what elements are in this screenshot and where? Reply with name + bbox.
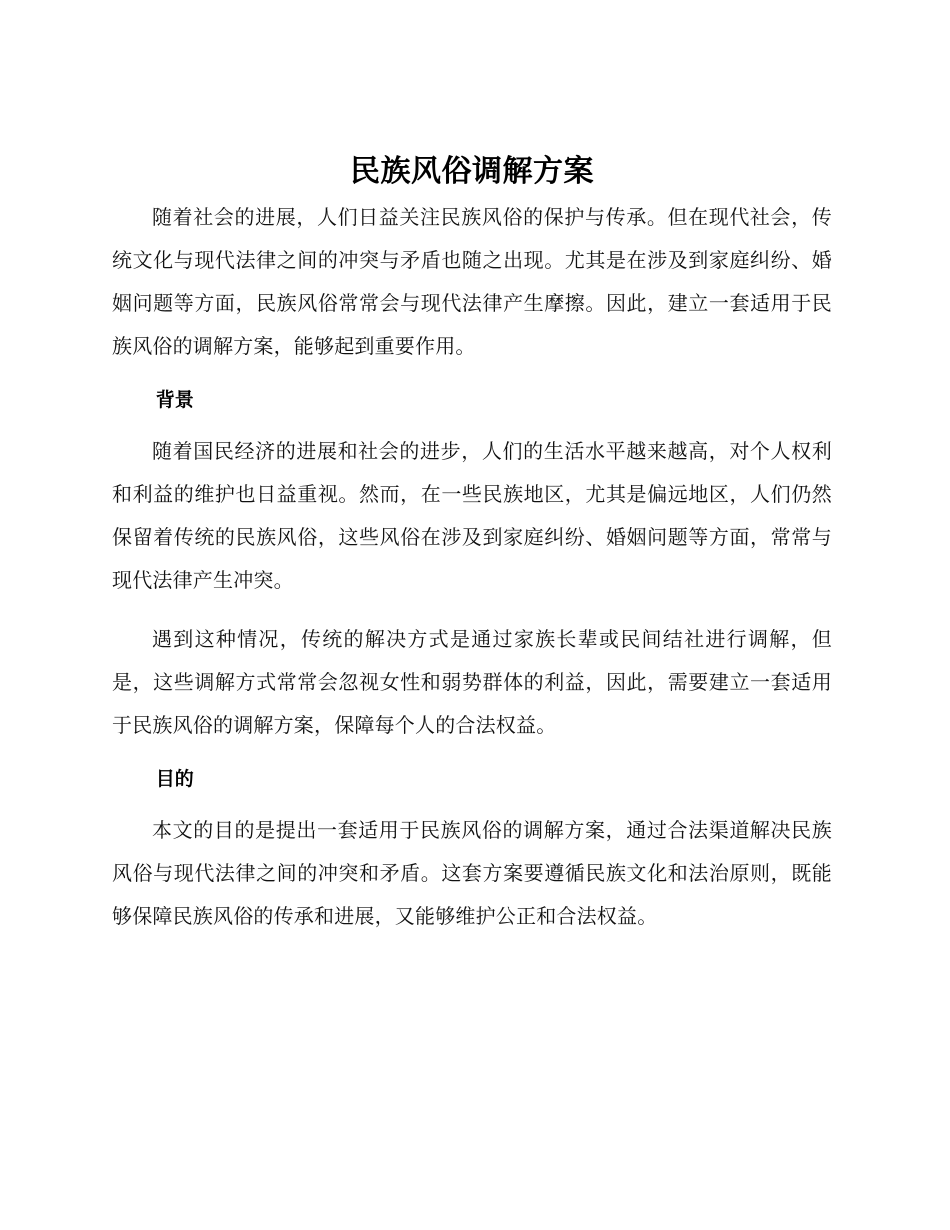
background-paragraph-2: 遇到这种情况，传统的解决方式是通过家族长辈或民间结社进行调解，但是，这些调解方式常常会忽视女性和弱势群体的利益，因此，需要建立一套适用于民族风俗的调解方案，保障每个人的合法权益。 (112, 627, 832, 737)
document-body (112, 148, 832, 938)
document-title: 民族风俗调解方案 (350, 154, 594, 189)
background-paragraph-1: 随着国民经济的进展和社会的进步，人们的生活水平越来越高，对个人权利和利益的维护也日益重视。然而，在一些民族地区，尤其是偏远地区，人们仍然保留着传统的民族风俗，这些风俗在涉及到家庭纠纷、婚姻问题等方面，常常与现代法律产生冲突。 (112, 439, 832, 592)
section-heading-background: 背景 (155, 389, 194, 411)
section-background (112, 386, 832, 747)
section-heading-purpose: 目的 (155, 768, 194, 790)
purpose-paragraph-1: 本文的目的是提出一套适用于民族风俗的调解方案，通过合法渠道解决民族风俗与现代法律之间的冲突和矛盾。这套方案要遵循民族文化和法治原则，既能够保障民族风俗的传承和进展，又能够维护公正和合法权益。 (112, 818, 832, 928)
intro-paragraph: 随着社会的进展，人们日益关注民族风俗的保护与传承。但在现代社会，传统文化与现代法律之间的冲突与矛盾也随之出现。尤其是在涉及到家庭纠纷、婚姻问题等方面，民族风俗常常会与现代法律产生摩擦。因此，建立一套适用于民族风俗的调解方案，能够起到重要作用。 (112, 205, 832, 358)
section-purpose (112, 765, 832, 938)
